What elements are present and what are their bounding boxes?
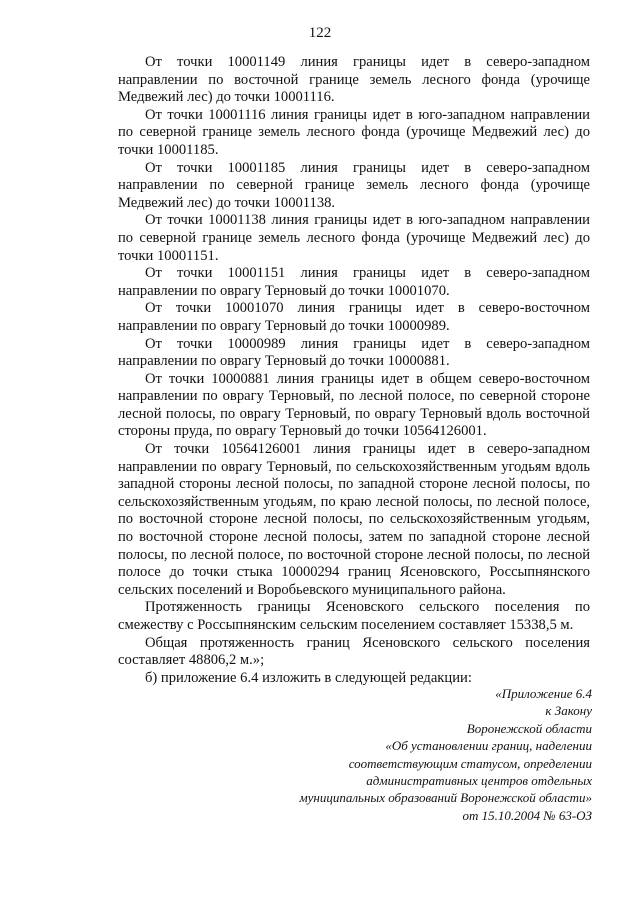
paragraph: б) приложение 6.4 изложить в следующей редакции: [145, 669, 472, 686]
annex-line: Воронежской области [466, 720, 592, 736]
page-number: 122 [308, 25, 332, 41]
annex-line: к Закону [545, 703, 592, 719]
annex-line: «Приложение 6.4 [495, 686, 592, 701]
document-body [118, 54, 590, 687]
annex-line: соответствующим статусом, определении [348, 755, 592, 771]
paragraph: От точки 10001116 линия границы идет в юго-западном направлении по северной границе земель лесного фонда (урочище Медвежий лес) до точки 10001185. [118, 106, 590, 158]
annex-line: муниципальных образований Воронежской области» [299, 790, 592, 806]
paragraph: От точки 10001151 линия границы идет в северо-западном направлении по оврагу Терновый до точки 10001070. [118, 265, 590, 299]
paragraph: От точки 10564126001 линия границы идет в северо-западном направлении по оврагу Терновый, по сельскохозяйственным угодьям вдоль западной стороны лесной полосы, по западной стороне лесной полосы, по сельскохозяйственным угодьям, по краю лесной полосы, по лесной полосе, по восточной стороне лесной полосы, по сельскохозяйственным угодьям, по восточной стороне лесной полосы, затем по западной стороне лесной полосы, по лесной полосе, по восточной стороне лесной полосы, по лесной полосе до точки стыка 10000294 границ Ясеновского, Россыпнянского сельских поселений и Воробьевского муниципального района. [118, 441, 590, 598]
paragraph: От точки 10001138 линия границы идет в юго-западном направлении по северной границе земель лесного фонда (урочище Медвежий лес) до точки 10001151. [118, 212, 590, 264]
annex-line: «Об установлении границ, наделении [385, 738, 592, 754]
paragraph: От точки 10001149 линия границы идет в северо-западном направлении по восточной границе земель лесного фонда (урочище Медвежий лес) до точки 10001116. [118, 54, 590, 106]
paragraph: От точки 10000989 линия границы идет в северо-западном направлении по оврагу Терновый до точки 10000881. [118, 335, 590, 370]
paragraph: От точки 10001185 линия границы идет в северо-западном направлении по северной границе земель лесного фонда (урочище Медвежий лес) до точки 10001138. [118, 159, 590, 211]
annex-line: от 15.10.2004 № 63-ОЗ [462, 807, 592, 823]
paragraph: От точки 10000881 линия границы идет в общем северо-восточном направлении по оврагу Терновый, по лесной полосе, по северной стороне лесной полосы, по оврагу Терновый, по оврагу Терновый вдоль восточной стороны пруда, по оврагу Терновый до точки 10564126001. [118, 370, 590, 440]
paragraph: Протяженность границы Ясеновского сельского поселения по смежеству с Россыпнянским сельским поселением составляет 15338,5 м. [118, 599, 590, 633]
paragraph: Общая протяженность границ Ясеновского сельского поселения составляет 48806,2 м.»; [118, 634, 590, 669]
paragraph: От точки 10001070 линия границы идет в северо-восточном направлении по оврагу Терновый до точки 10000989. [118, 300, 590, 334]
annex-heading [262, 685, 592, 824]
annex-line: административных центров отдельных [366, 773, 592, 789]
